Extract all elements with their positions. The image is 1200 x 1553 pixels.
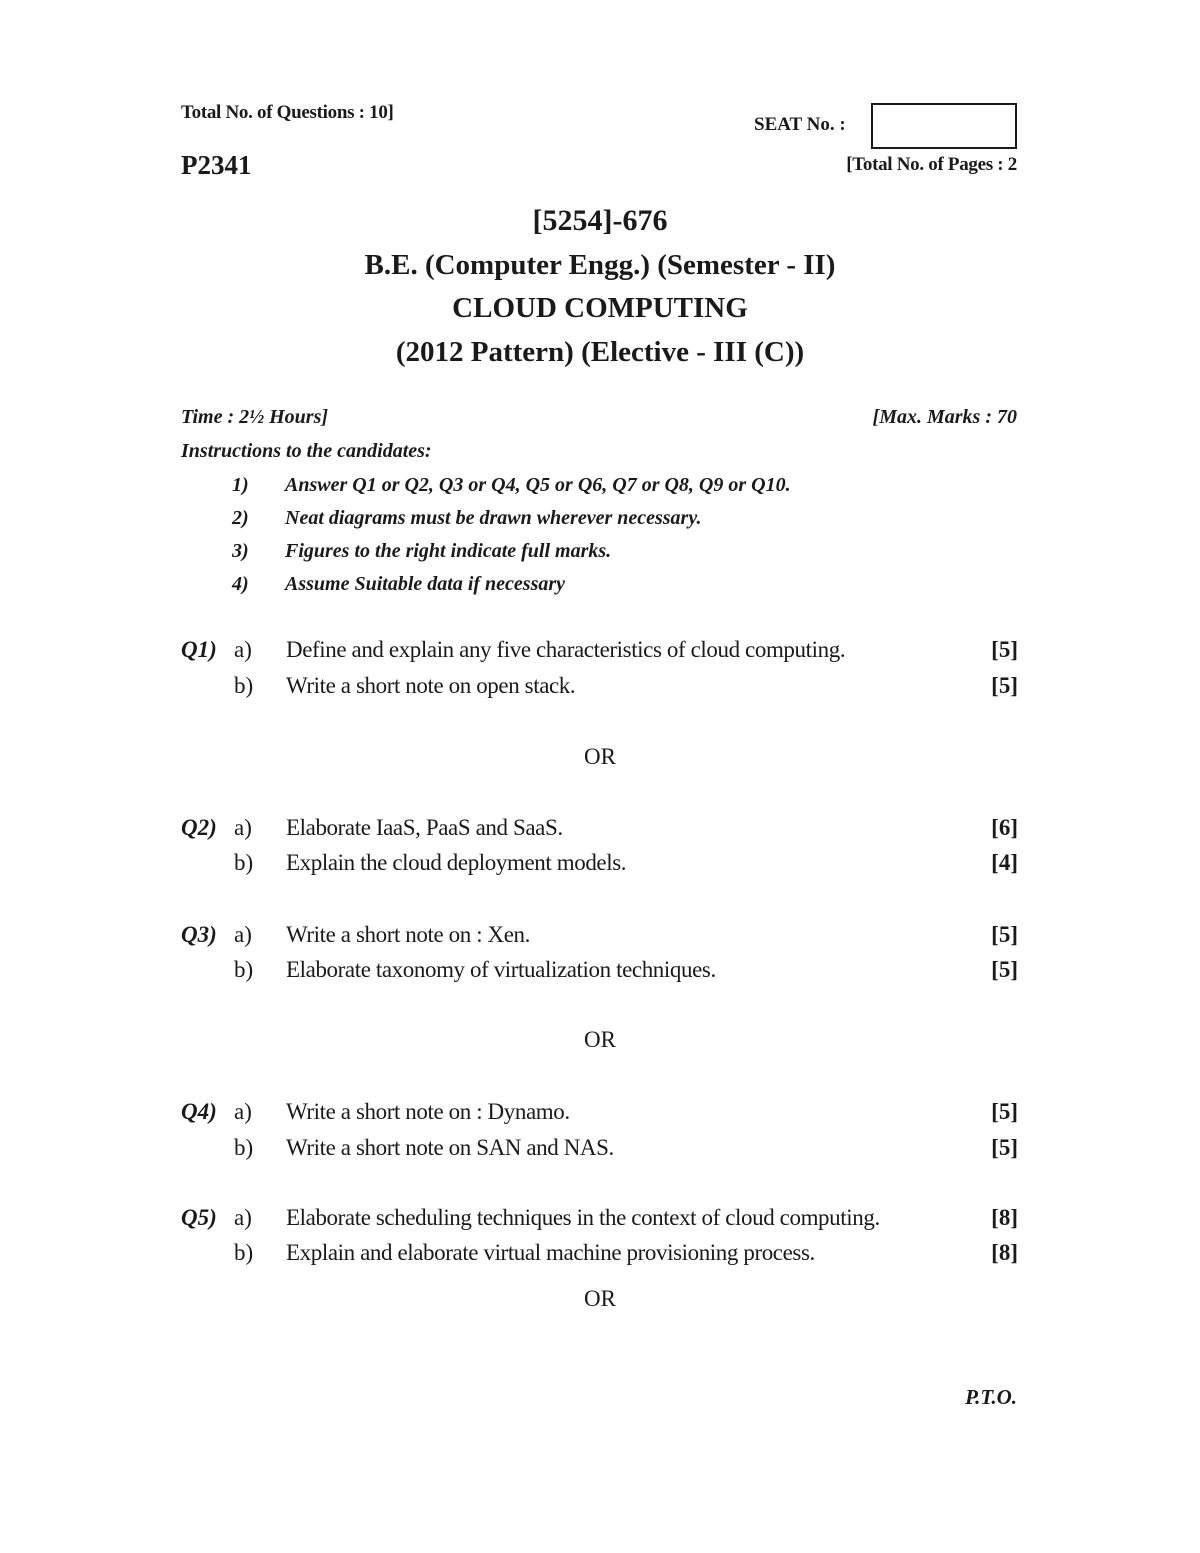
question-part: a): [234, 815, 252, 840]
seat-number-box: [871, 103, 1017, 149]
question-q5-part-a: [181, 1205, 1018, 1239]
question-q1-part-a: [181, 637, 1018, 671]
question-q1-part-b: [181, 673, 1018, 707]
max-marks: [Max. Marks : 70: [872, 406, 1017, 428]
question-q4-part-a: [181, 1099, 1018, 1133]
question-text: Explain and elaborate virtual machine provisioning process.: [286, 1240, 815, 1265]
instruction-text: Figures to the right indicate full marks.: [285, 540, 612, 562]
instruction-item: [232, 507, 1012, 537]
instruction-text: Neat diagrams must be drawn wherever necessary.: [285, 507, 702, 529]
question-part: b): [234, 957, 254, 982]
please-turn-over: P.T.O.: [965, 1385, 1017, 1409]
question-part: b): [234, 1240, 254, 1265]
or-separator: OR: [584, 1286, 616, 1311]
question-q3-part-a: [181, 922, 1018, 956]
total-pages: [Total No. of Pages : 2: [846, 154, 1017, 175]
question-marks: [8]: [991, 1205, 1018, 1230]
question-marks: [4]: [991, 850, 1018, 875]
question-number: Q5): [181, 1205, 217, 1230]
question-text: Elaborate scheduling techniques in the context of cloud computing.: [286, 1205, 880, 1230]
question-q2-part-a: [181, 815, 1018, 849]
question-marks: [5]: [991, 673, 1018, 698]
exam-code: [5254]-676: [532, 204, 668, 237]
exam-time: Time : 2½ Hours]: [181, 406, 329, 428]
instruction-item: [232, 540, 1012, 570]
or-separator: OR: [584, 744, 616, 769]
paper-code: P2341: [181, 150, 252, 180]
question-text: Write a short note on : Xen.: [286, 922, 531, 947]
question-marks: [5]: [991, 957, 1018, 982]
question-text: Elaborate taxonomy of virtualization techniques.: [286, 957, 716, 982]
question-text: Write a short note on : Dynamo.: [286, 1099, 570, 1124]
question-marks: [6]: [991, 815, 1018, 840]
pattern-title: (2012 Pattern) (Elective - III (C)): [395, 336, 805, 368]
subject-title: CLOUD COMPUTING: [452, 292, 748, 324]
question-text: Write a short note on SAN and NAS.: [286, 1135, 614, 1160]
instruction-number: 3): [232, 540, 249, 562]
question-marks: [5]: [991, 1135, 1018, 1160]
instruction-number: 2): [232, 507, 249, 529]
question-text: Elaborate IaaS, PaaS and SaaS.: [286, 815, 563, 840]
question-q2-part-b: [181, 850, 1018, 884]
total-questions: Total No. of Questions : 10]: [181, 102, 394, 123]
question-q3-part-b: [181, 957, 1018, 991]
question-q4-part-b: [181, 1135, 1018, 1169]
question-q5-part-b: [181, 1240, 1018, 1274]
question-marks: [8]: [991, 1240, 1018, 1265]
question-part: b): [234, 1135, 254, 1160]
instruction-number: 1): [232, 474, 249, 496]
question-text: Define and explain any five characteristics of cloud computing.: [286, 637, 846, 662]
seat-number-label: SEAT No. :: [754, 114, 846, 135]
question-number: Q2): [181, 815, 217, 840]
course-title: B.E. (Computer Engg.) (Semester - II): [364, 249, 836, 281]
question-marks: [5]: [991, 922, 1018, 947]
question-text: Explain the cloud deployment models.: [286, 850, 627, 875]
instruction-text: Answer Q1 or Q2, Q3 or Q4, Q5 or Q6, Q7 or Q8, Q9 or Q10.: [285, 474, 791, 496]
question-part: a): [234, 922, 252, 947]
question-number: Q3): [181, 922, 217, 947]
question-part: a): [234, 1205, 252, 1230]
question-text: Write a short note on open stack.: [286, 673, 576, 698]
question-part: b): [234, 673, 254, 698]
question-number: Q4): [181, 1099, 217, 1124]
instruction-item: [232, 573, 1012, 603]
question-part: a): [234, 1099, 252, 1124]
question-number: Q1): [181, 637, 217, 662]
question-marks: [5]: [991, 1099, 1018, 1124]
instructions-title: Instructions to the candidates:: [181, 440, 432, 462]
instruction-text: Assume Suitable data if necessary: [285, 573, 566, 595]
question-part: a): [234, 637, 252, 662]
question-marks: [5]: [991, 637, 1018, 662]
or-separator: OR: [584, 1027, 616, 1052]
instruction-number: 4): [232, 573, 249, 595]
question-part: b): [234, 850, 254, 875]
instruction-item: [232, 474, 1012, 504]
